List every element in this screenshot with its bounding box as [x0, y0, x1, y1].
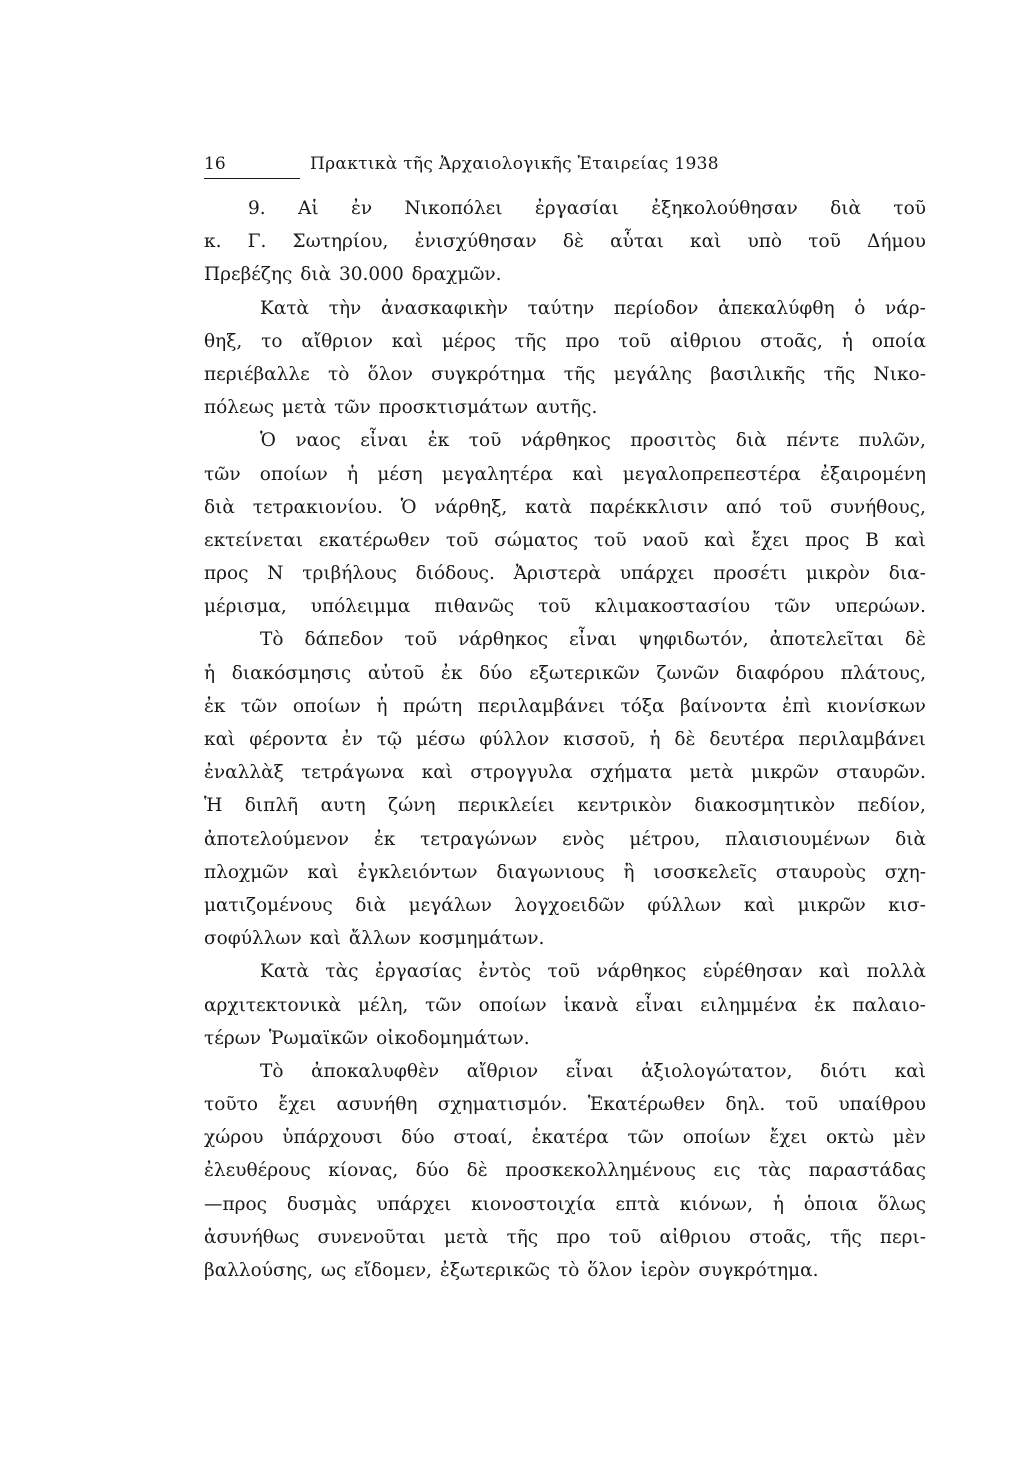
text-line: Ὁ ναος εἶναι ἐκ τοῦ νάρθηκος προσιτὸς διὰ πέντε πυλῶν,: [260, 430, 926, 452]
text-line: πλοχμῶν καὶ ἐγκλειόντων διαγωνιους ἢ ισοσκελεῖς σταυροὺς σχη-: [204, 861, 926, 883]
text-line: πόλεως μετὰ τῶν προσκτισμάτων αυτῆς.: [204, 397, 598, 419]
text-line: Κατὰ τὴν ἀνασκαφικὴν ταύτην περίοδον ἀπεκαλύφθη ὁ νάρ-: [260, 297, 926, 319]
text-line: Πρεβέζης διὰ 30.000 δραχμῶν.: [204, 264, 502, 286]
page-header: [204, 148, 926, 182]
text-line: ἀποτελούμενον ἐκ τετραγώνων ενὸς μέτρου, πλαισιουμένων διὰ: [204, 828, 926, 850]
text-line: διὰ τετρακιονίου. Ὁ νάρθηξ, κατὰ παρέκκλισιν από τοῦ συνήθους,: [204, 496, 926, 518]
text-line: μέρισμα, υπόλειμμα πιθανῶς τοῦ κλιμακοστασίου τῶν υπερώων.: [204, 596, 926, 618]
text-line: θηξ, το αἴθριον καὶ μέρος τῆς προ τοῦ αἰθριου στοᾶς, ἡ οποία: [204, 330, 926, 352]
text-line: —προς δυσμὰς υπάρχει κιονοστοιχία επτὰ κιόνων, ἡ ὁποια ὅλως: [204, 1193, 926, 1215]
text-line: τῶν οποίων ἡ μέση μεγαλητέρα καὶ μεγαλοπρεπεστέρα ἐξαιρομένη: [204, 463, 926, 485]
header-rule: [204, 178, 300, 179]
text-line: ἐναλλὰξ τετράγωνα καὶ στρογγυλα σχήματα μετὰ μικρῶν σταυρῶν.: [204, 762, 926, 784]
running-head: Πρακτικὰ τῆς Ἀρχαιολογικῆς Ἑταιρείας 1938: [310, 154, 719, 174]
text-line: καὶ φέροντα ἐν τῷ μέσω φύλλον κισσοῦ, ἡ δὲ δευτέρα περιλαμβάνει: [204, 729, 926, 750]
text-line: ἐλευθέρους κίονας, δύο δὲ προσκεκολλημένους εις τὰς παραστάδας: [204, 1160, 926, 1182]
text-line: Τὸ δάπεδον τοῦ νάρθηκος εἶναι ψηφιδωτόν, ἀποτελεῖται δὲ: [260, 629, 926, 651]
text-line: Κατὰ τὰς ἐργασίας ἐντὸς τοῦ νάρθηκος εὑρέθησαν καὶ πολλὰ: [260, 961, 926, 983]
body-text: [204, 192, 926, 1287]
text-line: ἡ διακόσμησις αὐτοῦ ἐκ δύο εξωτερικῶν ζωνῶν διαφόρου πλάτους,: [204, 662, 926, 684]
text-line: τέρων Ῥωμαϊκῶν οἰκοδομημάτων.: [204, 1027, 530, 1049]
text-line: 9. Αἱ ἐν Νικοπόλει ἐργασίαι ἐξηκολούθησαν διὰ τοῦ: [248, 198, 926, 219]
text-line: κ. Γ. Σωτηρίου, ἐνισχύθησαν δὲ αὗται καὶ υπὸ τοῦ Δήμου: [204, 231, 926, 253]
text-line: βαλλούσης, ως εἴδομεν, ἐξωτερικῶς τὸ ὅλον ἱερὸν συγκρότημα.: [204, 1260, 819, 1281]
document-page: [204, 148, 926, 1287]
text-line: περιέβαλλε τὸ ὅλον συγκρότημα τῆς μεγάλης βασιλικῆς τῆς Νικο-: [204, 363, 926, 385]
text-line: εκτείνεται εκατέρωθεν τοῦ σώματος τοῦ ναοῦ καὶ ἔχει προς Β καὶ: [204, 529, 926, 551]
text-line: ἀσυνήθως συνενοῦται μετὰ τῆς προ τοῦ αἰθριου στοᾶς, τῆς περι-: [204, 1226, 926, 1248]
text-line: ματιζομένους διὰ μεγάλων λογχοειδῶν φύλλων καὶ μικρῶν κισ-: [204, 894, 926, 916]
text-line: προς Ν τριβήλους διόδους. Ἀριστερὰ υπάρχει προσέτι μικρὸν δια-: [204, 563, 926, 585]
page-number: 16: [204, 154, 226, 174]
text-line: Ἡ διπλῆ αυτη ζώνη περικλείει κεντρικὸν διακοσμητικὸν πεδίον,: [204, 795, 926, 817]
text-line: τοῦτο ἔχει ασυνήθη σχηματισμόν. Ἑκατέρωθεν δηλ. τοῦ υπαίθρου: [204, 1094, 926, 1116]
text-line: αρχιτεκτονικὰ μέλη, τῶν οποίων ἱκανὰ εἶναι ειλημμένα ἐκ παλαιο-: [204, 994, 926, 1016]
text-line: χώρου ὑπάρχουσι δύο στοαί, ἑκατέρα τῶν οποίων ἔχει οκτὼ μὲν: [204, 1127, 926, 1149]
text-line: σοφύλλων καὶ ἄλλων κοσμημάτων.: [204, 928, 545, 950]
text-line: ἐκ τῶν οποίων ἡ πρώτη περιλαμβάνει τόξα βαίνοντα ἐπὶ κιονίσκων: [204, 695, 926, 717]
text-line: Τὸ ἀποκαλυφθὲν αἴθριον εἶναι ἀξιολογώτατον, διότι καὶ: [260, 1060, 926, 1082]
